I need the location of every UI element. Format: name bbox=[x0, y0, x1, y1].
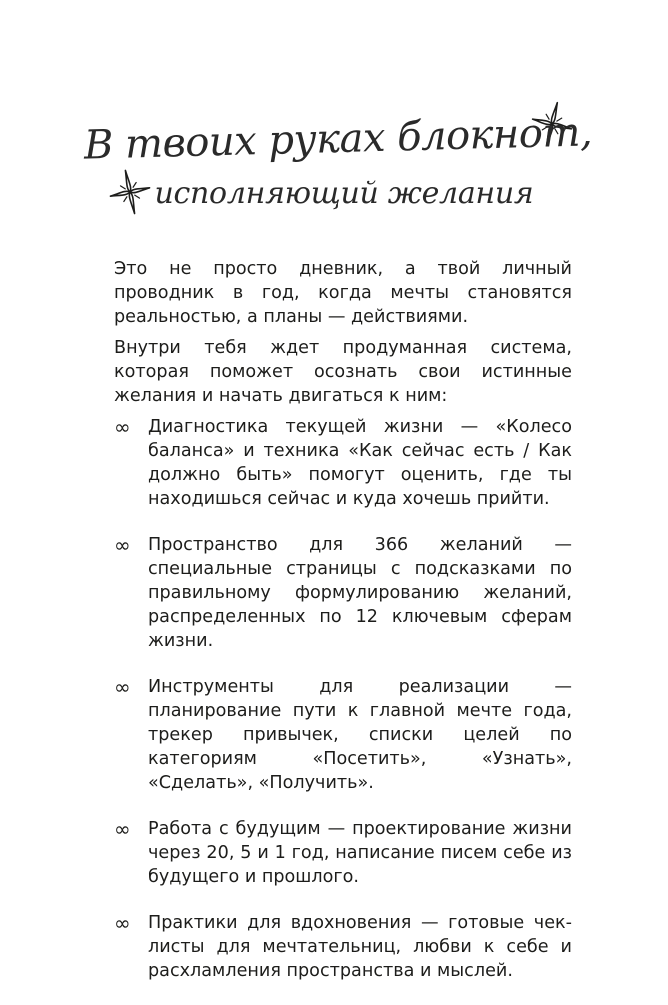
feature-list bbox=[114, 415, 572, 1005]
title-line-1: В твоих руках блокнот, bbox=[83, 109, 593, 169]
list-item-text: Инструменты для реализации — планирование пути к главной мечте года, трекер привычек, списки целей по категориям «Посетить», «Узнать», «Сделать», «Получить». bbox=[148, 677, 572, 793]
infinity-icon: ∞ bbox=[114, 911, 131, 935]
infinity-icon: ∞ bbox=[114, 817, 131, 841]
list-item-text: Пространство для 366 желаний — специальные страницы с подсказками по правильному формулированию желаний, распределенных по 12 ключевым сферам жизни. bbox=[148, 535, 572, 651]
list-item bbox=[114, 817, 572, 889]
list-item-text: Диагностика текущей жизни — «Колесо баланса» и техника «Как сейчас есть / Как должно быть» помогут оценить, где ты находишься сейчас и куда хочешь прийти. bbox=[148, 417, 572, 509]
intro-paragraph: Это не просто дневник, а твой личный проводник в год, когда мечты становятся реальностью, а планы — действиями. bbox=[114, 259, 572, 327]
infinity-icon: ∞ bbox=[114, 533, 131, 557]
list-item bbox=[114, 675, 572, 795]
sparkle-icon bbox=[102, 164, 159, 221]
list-item-text: Практики для вдохновения — готовые чек-листы для мечтательниц, любви к себе и расхламления пространства и мыслей. bbox=[148, 913, 572, 981]
lead-paragraph: Внутри тебя ждет продуманная система, которая поможет осознать свои истинные желания и начать двигаться к ним: bbox=[114, 338, 572, 406]
infinity-icon: ∞ bbox=[114, 675, 131, 699]
list-item bbox=[114, 911, 572, 983]
list-item bbox=[114, 533, 572, 653]
list-item-text: Работа с будущим — проектирование жизни через 20, 5 и 1 год, написание писем себе из будущего и прошлого. bbox=[148, 819, 572, 887]
infinity-icon: ∞ bbox=[114, 415, 131, 439]
title-line-2: исполняющий желания bbox=[154, 176, 534, 211]
list-item bbox=[114, 415, 572, 511]
